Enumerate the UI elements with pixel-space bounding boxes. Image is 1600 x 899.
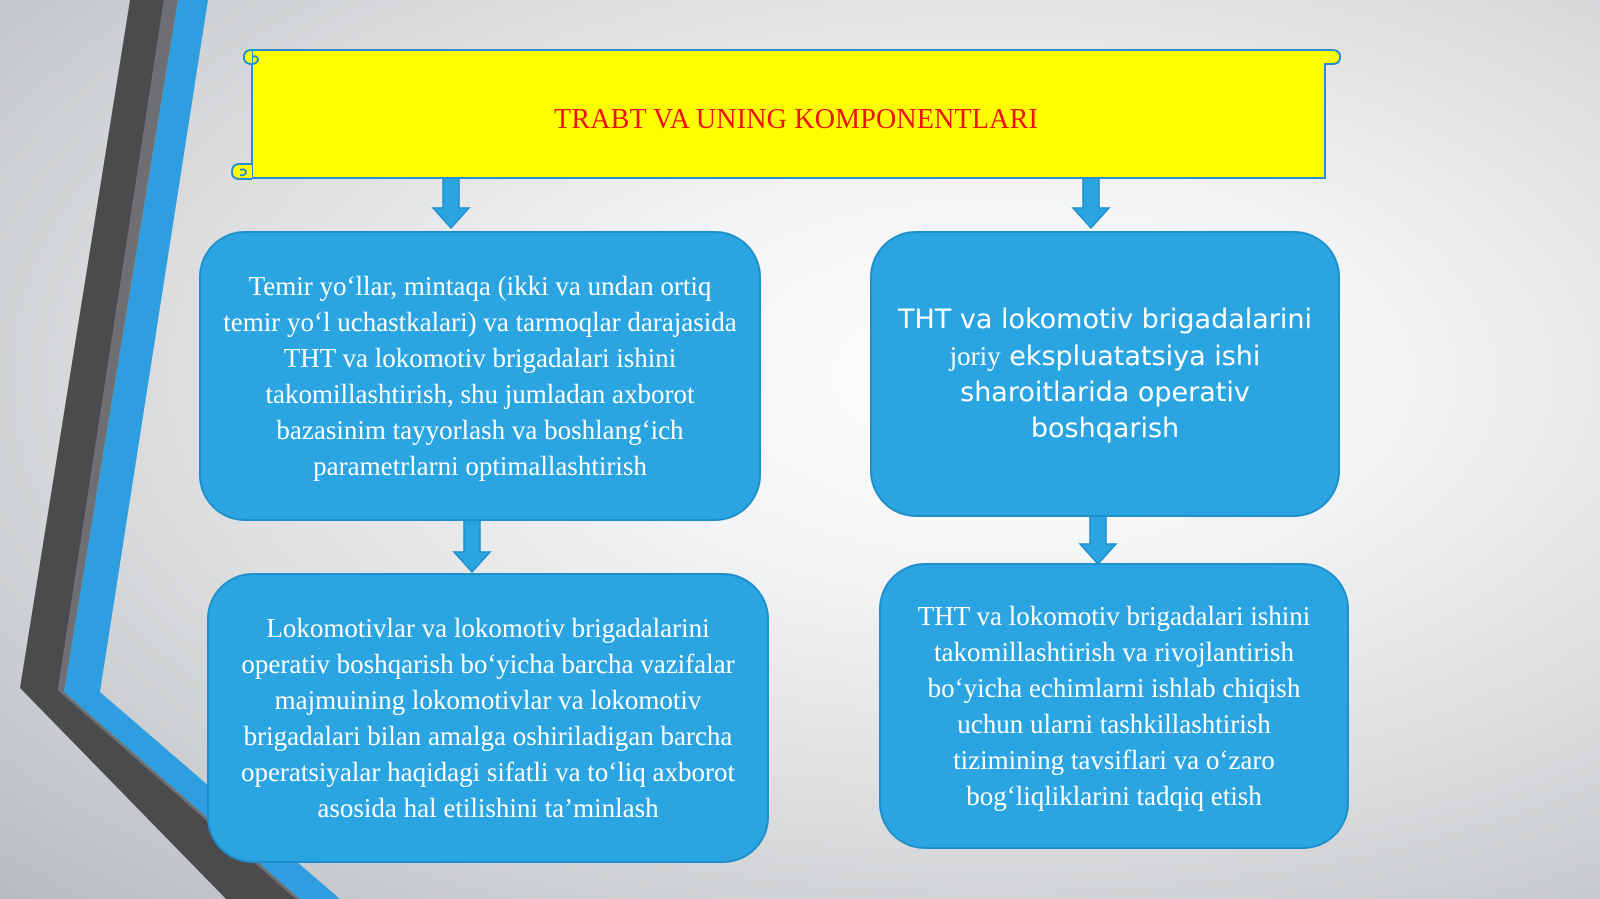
arrow-down-left-top (431, 178, 471, 230)
arrow-down-right-mid (1078, 516, 1118, 566)
box-bottom-right (879, 563, 1349, 849)
box-top-right-text (894, 302, 1316, 447)
arrow-down-left-mid (452, 520, 492, 574)
box-top-right (870, 231, 1340, 517)
box-top-right-text-part2: joriy (949, 340, 1001, 371)
box-top-left-text: Temir yo‘llar, mintaqa (ikki va undan ortiq temir yo‘l uchastkalari) va tarmoqlar darajasida THT va lokomotiv brigadalari ishini takomillashtirish, shu jumladan axborot bazasinim tayyorlash va boshlang‘ich parametrlarni optimallashtirish (223, 271, 737, 481)
box-top-right-text-part1: THT va lokomotiv brigadalarini (897, 303, 1313, 335)
box-bottom-right-text: THT va lokomotiv brigadalari ishini takomillashtirish va rivojlantirish bo‘yicha echimlarni ishlab chiqish uchun ularni tashkillashtirish tizimining tavsiflari va o‘zaro bog‘liqliklarini tadqiq etish (917, 601, 1311, 811)
diagram-title: TRABT VA UNING KOMPONENTLARI (554, 104, 1038, 135)
box-bottom-left-text: Lokomotivlar va lokomotiv brigadalarini operativ boshqarish bo‘yicha barcha vazifalar majmuining lokomotivlar va lokomotiv brigadalari bilan amalga oshiriladigan barcha operatsiyalar haqidagi sifatli va to‘liq axborot asosida hal etilishini ta’minlash (240, 613, 736, 823)
box-bottom-left (207, 573, 769, 863)
box-top-right-text-part3: ekspluatatsiya ishi sharoitlarida operativ boshqarish (960, 340, 1261, 444)
arrow-down-right-top (1071, 178, 1111, 230)
box-top-left (199, 231, 761, 521)
